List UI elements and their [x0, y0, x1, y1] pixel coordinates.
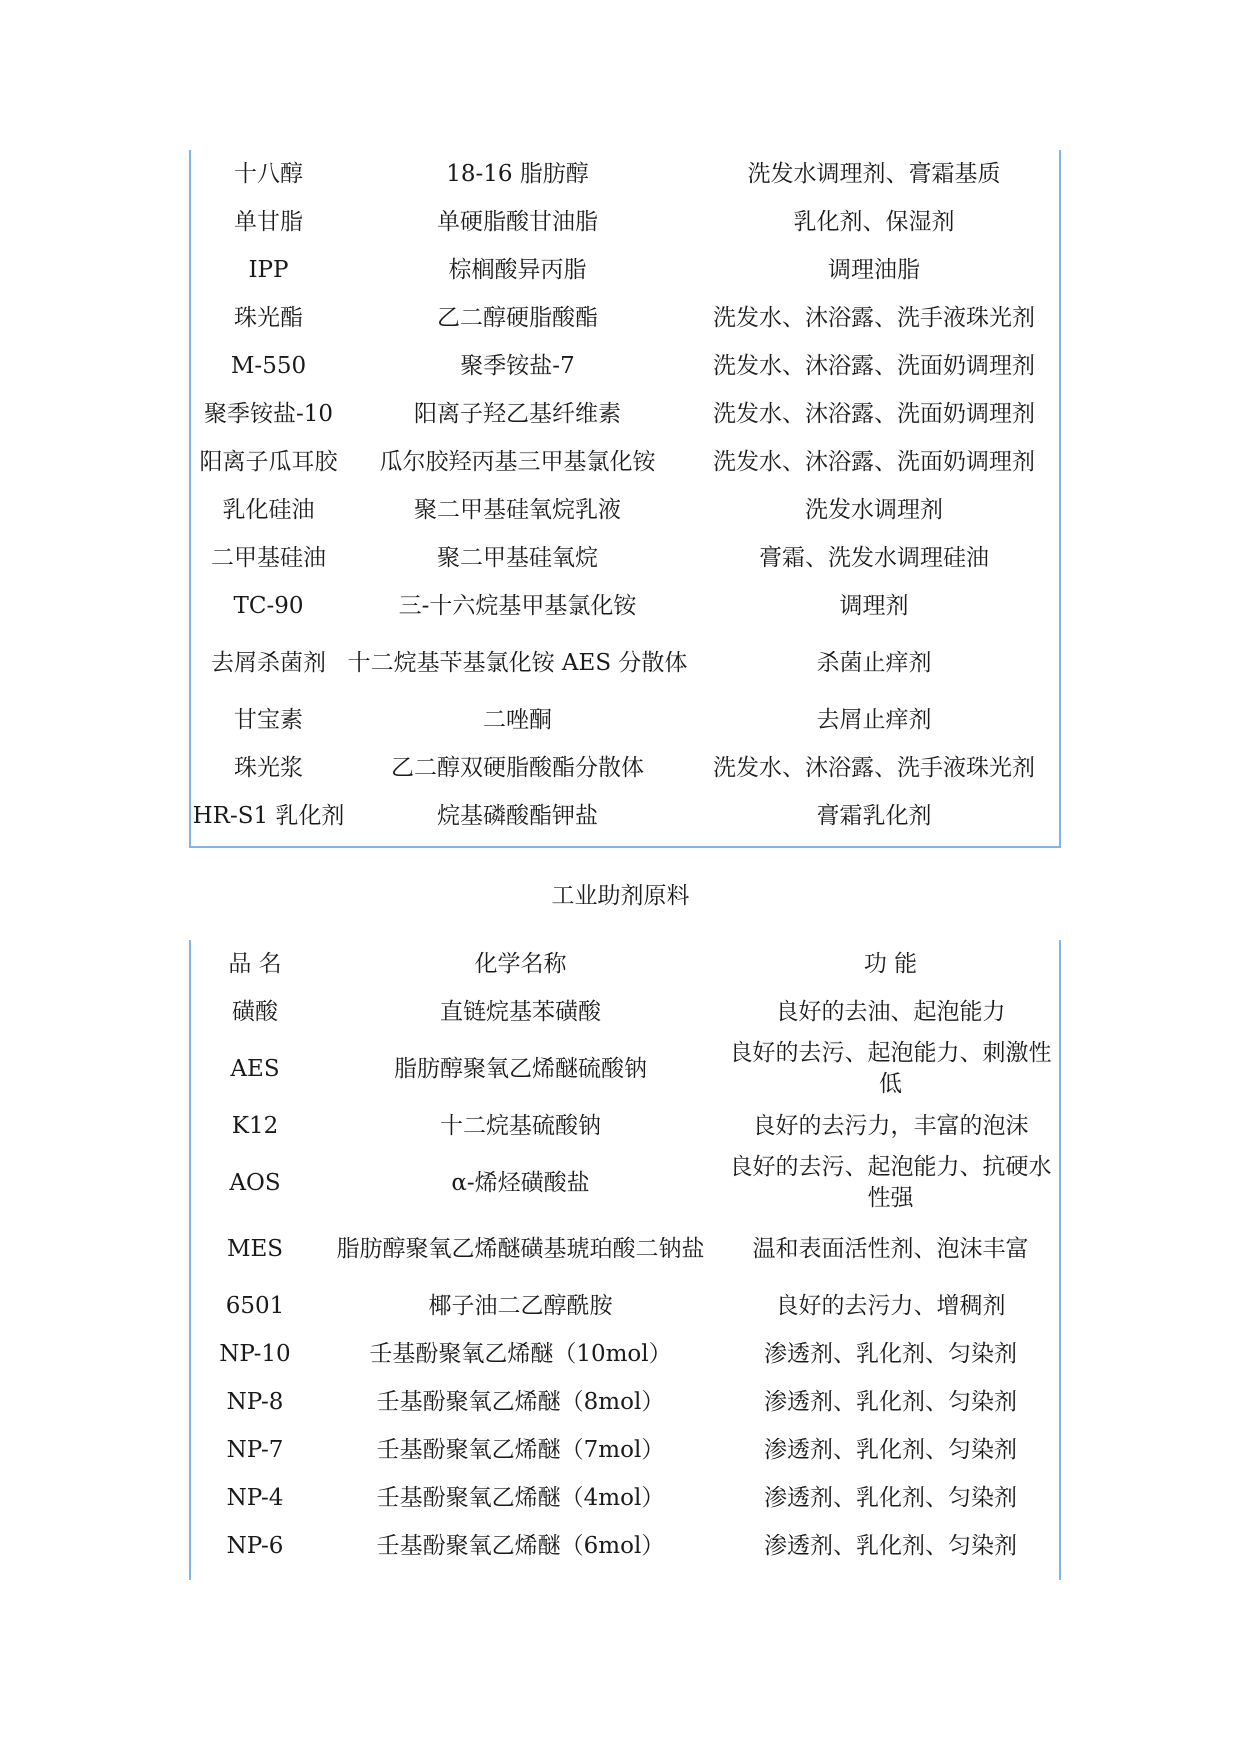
table-row-c3: 乳化剂、保湿剂 [793, 208, 955, 235]
table-row-c1: AES [230, 1055, 280, 1082]
table-row-c2: 壬基酚聚氧乙烯醚（10mol） [369, 1340, 672, 1367]
table-row-c1: TC-90 [233, 592, 304, 619]
table-row-c3: 膏霜、洗发水调理硅油 [759, 544, 989, 571]
table-row-c1: 珠光浆 [234, 754, 303, 781]
table-row-c1: MES [226, 1235, 284, 1262]
table-row [191, 1216, 1059, 1282]
table-row-c2: 十二烷基硫酸钠 [440, 1112, 601, 1139]
table-row-c1: 磺酸 [232, 998, 278, 1025]
table-row [191, 342, 1059, 390]
table-row-c2: 乙二醇双硬脂酸酯分散体 [391, 754, 644, 781]
table-row [191, 1036, 1059, 1102]
table-row-c1: 阳离子瓜耳胶 [199, 448, 338, 475]
table-row-c3: 洗发水调理剂 [805, 496, 943, 523]
table-row-c2: 烷基磷酸酯钾盐 [437, 802, 598, 829]
table-row [191, 582, 1059, 630]
table-row [191, 630, 1059, 696]
table-row-c3: 洗发水调理剂、膏霜基质 [747, 160, 1001, 187]
table-row-c3: 去屑止痒剂 [816, 706, 932, 733]
table-row-c1: NP-8 [226, 1388, 284, 1415]
table-row [191, 1426, 1059, 1474]
table-row-c1: 去屑杀菌剂 [211, 649, 326, 676]
table-row-c3: 渗透剂、乳化剂、匀染剂 [764, 1484, 1017, 1511]
table-row-c1: NP-7 [226, 1436, 284, 1463]
table-row-c3: 良好的去污、起泡能力、刺激性低 [729, 1040, 1052, 1097]
table-row [191, 150, 1059, 198]
table-row-c2: 脂肪醇聚氧乙烯醚磺基琥珀酸二钠盐 [336, 1235, 705, 1262]
table-row-c1: 单甘脂 [234, 208, 303, 235]
table-row-c3: 洗发水、沐浴露、洗面奶调理剂 [713, 400, 1035, 427]
table-row [191, 744, 1059, 792]
section-title: 工业助剂原料 [551, 883, 690, 909]
table-row-c2: 聚季铵盐-7 [460, 352, 575, 379]
table-row-c2: 聚二甲基硅氧烷 [437, 544, 598, 571]
table-row-c2: 聚二甲基硅氧烷乳液 [414, 496, 621, 523]
table-row-c2: 瓜尔胶羟丙基三甲基氯化铵 [379, 448, 656, 475]
table-row-c3: 洗发水、沐浴露、洗面奶调理剂 [713, 352, 1035, 379]
table-row-c1: M-550 [230, 352, 307, 379]
table-row-c2: 三-十六烷基甲基氯化铵 [398, 592, 637, 619]
table-row [191, 438, 1059, 486]
table-row-c1: NP-6 [226, 1532, 284, 1559]
table-row-c3: 洗发水、沐浴露、洗面奶调理剂 [713, 448, 1035, 475]
table-row-c1: 甘宝素 [234, 706, 303, 733]
industrial-auxiliaries-table [189, 940, 1061, 1580]
table-row-c3: 渗透剂、乳化剂、匀染剂 [764, 1340, 1017, 1367]
table-row-c1: AOS [229, 1169, 281, 1196]
table-row-c2: 二唑酮 [483, 706, 552, 733]
table-row-c1: 十八醇 [234, 160, 303, 187]
table-row-c1: 6501 [225, 1292, 285, 1319]
table-row-c1: K12 [231, 1112, 279, 1139]
table-row-c3: 膏霜乳化剂 [816, 802, 932, 829]
table-row [191, 988, 1059, 1036]
table-row [191, 534, 1059, 582]
table-row-c2: 壬基酚聚氧乙烯醚（4mol） [376, 1484, 665, 1511]
header-row-c1: 品 名 [228, 950, 282, 977]
table-row [191, 246, 1059, 294]
table-row [191, 390, 1059, 438]
table-row-c3: 杀菌止痒剂 [816, 649, 932, 676]
table-row-c3: 洗发水、沐浴露、洗手液珠光剂 [713, 304, 1035, 331]
table-row-c2: 壬基酚聚氧乙烯醚（7mol） [376, 1436, 665, 1463]
table-row-c3: 调理剂 [839, 592, 909, 619]
table-row-c1: 珠光酯 [234, 304, 303, 331]
table-row-c2: 十二烷基苄基氯化铵 AES 分散体 [347, 649, 688, 676]
table-row [191, 1474, 1059, 1522]
table-row-c1: HR-S1 乳化剂 [192, 802, 345, 829]
table-row-c1: NP-10 [219, 1340, 291, 1367]
table-row-c2: 直链烷基苯磺酸 [440, 998, 601, 1025]
table-row [191, 792, 1059, 840]
table-row [191, 486, 1059, 534]
table-row [191, 1522, 1059, 1570]
table-row-c3: 良好的去污力、增稠剂 [775, 1292, 1006, 1319]
table-row [191, 198, 1059, 246]
table-row-c3: 渗透剂、乳化剂、匀染剂 [764, 1532, 1017, 1559]
table-row-c2: α-烯烃磺酸盐 [451, 1169, 590, 1196]
table-row [191, 1282, 1059, 1330]
table-row-c2: 壬基酚聚氧乙烯醚（8mol） [376, 1388, 665, 1415]
table-row-c2: 单硬脂酸甘油脂 [437, 208, 598, 235]
table-row-c3: 调理油脂 [828, 256, 920, 283]
table-row-c3: 温和表面活性剂、泡沫丰富 [752, 1235, 1029, 1262]
table-row-c2: 脂肪醇聚氧乙烯醚硫酸钠 [394, 1055, 647, 1082]
header-row [191, 940, 1059, 988]
table-row-c3: 渗透剂、乳化剂、匀染剂 [764, 1436, 1017, 1463]
table-row [191, 1330, 1059, 1378]
header-row-c2: 化学名称 [474, 950, 567, 977]
table-row-c2: 棕榈酸异丙脂 [448, 256, 587, 283]
table-row-c3: 渗透剂、乳化剂、匀染剂 [764, 1388, 1017, 1415]
table-row-c1: IPP [248, 256, 289, 283]
table-row [191, 1378, 1059, 1426]
header-row-c3: 功 能 [863, 950, 918, 977]
table-row-c2: 壬基酚聚氧乙烯醚（6mol） [376, 1532, 665, 1559]
table-row-c3: 良好的去污、起泡能力、抗硬水性强 [729, 1154, 1052, 1211]
table-row-c2: 18-16 脂肪醇 [446, 160, 589, 187]
cosmetic-raw-materials-table [189, 150, 1061, 848]
table-row-c3: 良好的去油、起泡能力 [775, 998, 1006, 1025]
table-row-c2: 阳离子羟乙基纤维素 [414, 400, 621, 427]
table-row [191, 1150, 1059, 1216]
table-row [191, 1102, 1059, 1150]
table-row-c1: 二甲基硅油 [211, 544, 326, 571]
table-row-c3: 洗发水、沐浴露、洗手液珠光剂 [713, 754, 1035, 781]
table-row [191, 294, 1059, 342]
table-row-c1: NP-4 [226, 1484, 284, 1511]
table-row-c1: 聚季铵盐-10 [203, 400, 334, 427]
table-row-c1: 乳化硅油 [222, 496, 315, 523]
table-row-c3: 良好的去污力，丰富的泡沫 [752, 1112, 1029, 1139]
table-row-c2: 乙二醇硬脂酸酯 [437, 304, 598, 331]
table-row-c2: 椰子油二乙醇酰胺 [428, 1292, 613, 1319]
table-row [191, 696, 1059, 744]
